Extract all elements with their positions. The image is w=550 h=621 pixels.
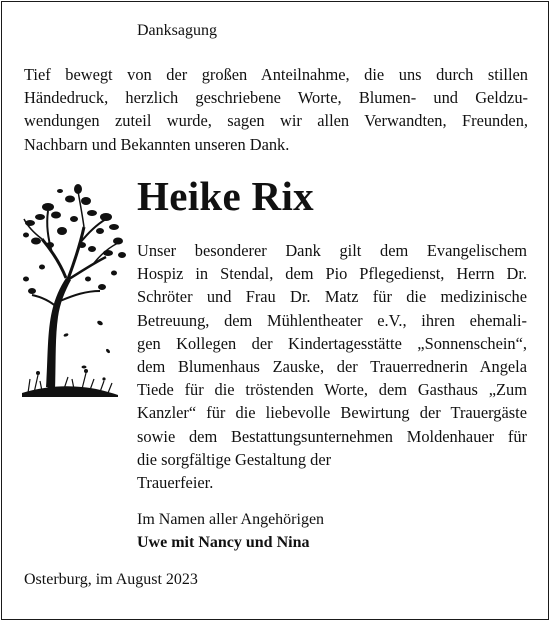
place-date: Osterburg, im August 2023 [24,571,198,588]
thanks-line: Tiede für die tröstenden Worte, dem Gasthaus „Zum [137,380,527,400]
deceased-name: Heike Rix [137,173,314,219]
thanks-paragraph [137,239,527,494]
thanks-line: Unser besonderer Dank gilt dem Evangelischem [137,241,527,260]
signoff-block [137,508,324,554]
intro-paragraph [24,63,528,156]
thanks-line: Kanzler“ für die liebevolle Bewirtung der Trauergäste [137,403,527,423]
thanks-line: gen Kollegen der Kindertagesstätte „Sonnenschein“, [137,333,527,353]
intro-line: Händedruck, herzlich geschriebene Worte, Blumen- und Geldzu- [24,88,528,108]
thanks-line: die sorgfältige Gestaltung der [137,449,332,469]
thanks-line: Betreuung, dem Mühlentheater e.V., ihren ehemali- [137,310,527,330]
thanks-line: Hospiz in Stendal, dem Pio Pflegedienst, Herrn Dr. [137,264,527,284]
intro-line: Tief bewegt von der großen Anteilnahme, die uns durch stillen [24,65,528,84]
notice-heading: Danksagung [137,22,217,39]
signoff-line: Im Namen aller Angehörigen [137,511,325,528]
thanks-line: Trauerfeier. [137,473,214,493]
signer-names: Uwe mit Nancy und Nina [137,534,310,551]
thanks-line: sowie dem Bestattungsunternehmen Moldenhauer für [137,426,527,446]
thanks-line: Schröter und Frau Dr. Matz für die medizinische [137,287,527,307]
thanks-line: dem Blumenhaus Zauske, der Trauerrednerin Angela [137,357,527,377]
intro-line: wendungen zuteil wurde, sagen wir allen Verwandten, Freunden, [24,111,528,131]
intro-line: Nachbarn und Bekannten unseren Dank. [24,134,290,154]
tree-with-falling-leaves-icon [22,183,128,407]
